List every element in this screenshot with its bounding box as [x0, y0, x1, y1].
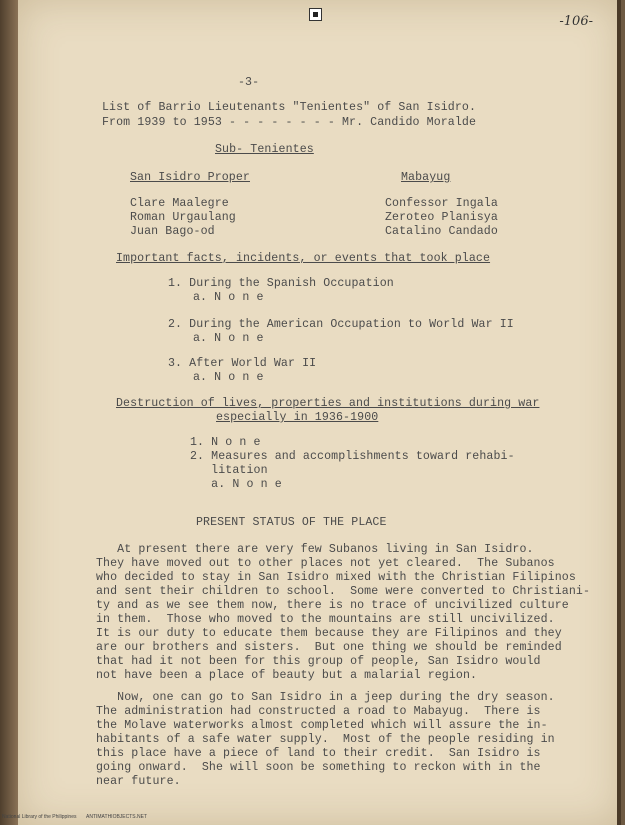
- archive-stamp-icon: [309, 8, 322, 21]
- destruction-item: litation: [190, 464, 268, 477]
- paragraph-line: near future.: [96, 775, 181, 788]
- left-name: Clare Maalegre: [130, 197, 229, 210]
- facts-heading: Important facts, incidents, or events that took place: [116, 252, 491, 265]
- paragraph-line: that had it not been for this group of people, San Isidro would: [96, 655, 541, 668]
- paragraph-line: are our brothers and sisters. But one thing we should be reminded: [96, 641, 562, 654]
- destruction-heading-2: especially in 1936-1900: [216, 411, 379, 424]
- page-edge: [617, 0, 621, 825]
- right-name: Catalino Candado: [385, 225, 498, 238]
- left-name: Roman Urgaulang: [130, 211, 236, 224]
- fact-title: 1. During the Spanish Occupation: [168, 277, 394, 290]
- paragraph-line: habitants of a safe water supply. Most of the people residing in: [96, 733, 555, 746]
- fact-sub: a. N o n e: [193, 291, 264, 304]
- paragraph-line: Now, one can go to San Isidro in a jeep during the dry season.: [96, 691, 555, 704]
- paragraph-line: ty and as we see them now, there is no trace of uncivilized culture: [96, 599, 569, 612]
- paragraph-line: The administration had constructed a road to Mabayug. There is: [96, 705, 541, 718]
- fact-title: 2. During the American Occupation to World War II: [168, 318, 514, 331]
- title-line-1: List of Barrio Lieutenants "Tenientes" of San Isidro.: [102, 101, 477, 114]
- paragraph-line: It is our duty to educate them because they are Filipinos and they: [96, 627, 562, 640]
- right-column-heading: Mabayug: [401, 171, 451, 184]
- page-number: -106-: [559, 14, 593, 29]
- destruction-item: 2. Measures and accomplishments toward rehabi-: [190, 450, 515, 463]
- paragraph-line: who decided to stay in San Isidro mixed with the Christian Filipinos: [96, 571, 576, 584]
- paragraph-line: not have been a place of beauty but a malarial region.: [96, 669, 478, 682]
- paragraph-line: They have moved out to other places not yet cleared. The Subanos: [96, 557, 555, 570]
- right-name: Confessor Ingala: [385, 197, 498, 210]
- page-marker: -3-: [238, 76, 260, 89]
- sub-tenientes-heading: Sub- Tenientes: [215, 143, 314, 156]
- destruction-item: 1. N o n e: [190, 436, 261, 449]
- footer-credit: National Library of the Philippines: [2, 814, 77, 820]
- right-name: Zeroteo Planisya: [385, 211, 498, 224]
- present-status-heading: PRESENT STATUS OF THE PLACE: [196, 516, 387, 529]
- paragraph-line: going onward. She will soon be something to reckon with in the: [96, 761, 541, 774]
- left-column-heading: San Isidro Proper: [130, 171, 250, 184]
- destruction-item: a. N o n e: [190, 478, 282, 491]
- paragraph-line: the Molave waterworks almost completed which will assure the in-: [96, 719, 548, 732]
- paragraph-line: At present there are very few Subanos living in San Isidro.: [96, 543, 534, 556]
- fact-sub: a. N o n e: [193, 332, 264, 345]
- left-name: Juan Bago-od: [130, 225, 215, 238]
- title-line-2: From 1939 to 1953 - - - - - - - - Mr. Candido Moralde: [102, 116, 477, 129]
- paragraph-line: in them. Those who moved to the mountains are still uncivilized.: [96, 613, 555, 626]
- fact-sub: a. N o n e: [193, 371, 264, 384]
- document-page: [18, 0, 621, 825]
- binding-edge: [0, 0, 18, 825]
- destruction-heading-1: Destruction of lives, properties and institutions during war: [116, 397, 540, 410]
- paragraph-line: this place have a piece of land to their credit. San Isidro is: [96, 747, 541, 760]
- footer-url: ANTIMATHIOBJECTS.NET: [86, 814, 148, 820]
- fact-title: 3. After World War II: [168, 357, 317, 370]
- paragraph-line: and sent their children to school. Some were converted to Christiani-: [96, 585, 591, 598]
